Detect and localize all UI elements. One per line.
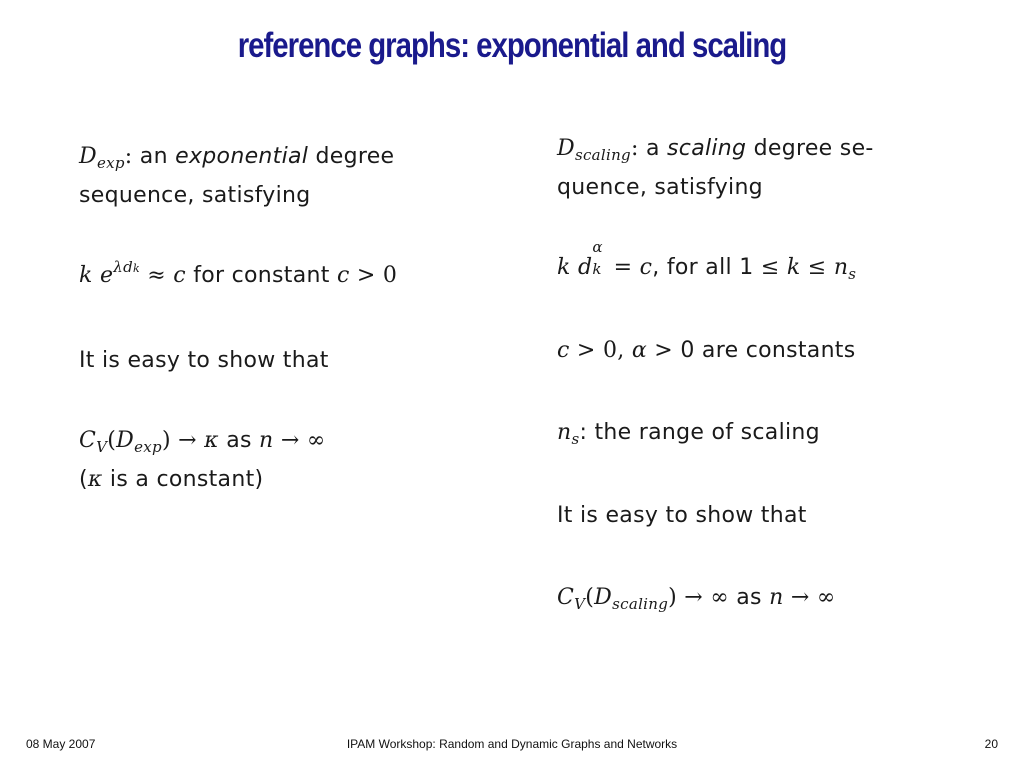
exponent-sub-k: k (132, 262, 140, 275)
arrow: ) → (161, 428, 205, 453)
math-sub-s: s (848, 265, 857, 283)
math-sup-alpha: α (592, 238, 603, 256)
math-sub-exp: exp (134, 438, 162, 456)
math-c: c (639, 255, 653, 280)
math-d: d (577, 255, 593, 280)
right-column (557, 130, 977, 618)
math-n: n (557, 420, 572, 445)
exp-easy-to-show: It is easy to show that (79, 348, 329, 373)
math-n: n (833, 255, 849, 280)
math-sub-V: V (574, 595, 586, 613)
text-for-all-1: , for all 1 (652, 255, 761, 280)
scaling-definition (557, 130, 977, 207)
text-range-of-scaling: : the range of scaling (579, 420, 820, 445)
math-C: C (79, 428, 97, 453)
text-quence-satisfying: quence, satisfying (557, 175, 763, 200)
math-c: c (173, 263, 186, 288)
arrow-infinity: ) → ∞ (668, 585, 729, 610)
text-as: as (728, 585, 770, 610)
math-kappa: κ (204, 428, 219, 453)
text-as: as (218, 428, 260, 453)
math-sub-scaling: scaling (612, 595, 669, 613)
math-sub-V: V (96, 438, 108, 456)
math-D: D (594, 585, 613, 610)
text-a: a (638, 136, 668, 161)
math-alpha: α (631, 338, 648, 363)
text-degree-sequence: degree sequence, satisfying (79, 144, 395, 208)
math-k: k (557, 255, 571, 280)
scaling-constants (557, 332, 977, 370)
scaling-range (557, 414, 977, 453)
math-D: D (79, 144, 97, 169)
footer-date: 08 May 2007 (26, 737, 96, 751)
exp-definition (79, 138, 509, 215)
equals-sign: = (606, 255, 640, 280)
text-exponential: exponential (175, 144, 309, 169)
math-n: n (769, 585, 784, 610)
exp-condition (79, 257, 509, 298)
text-an: an (132, 144, 176, 169)
math-c-2: c (336, 263, 350, 288)
paren-open: ( (585, 585, 595, 610)
text-scaling: scaling (667, 136, 747, 161)
math-gt-zero: > 0 (349, 263, 398, 288)
approx-sign: ≈ (139, 263, 174, 288)
le-sign-2: ≤ (800, 255, 834, 280)
arrow-infinity: → ∞ (273, 428, 326, 453)
math-D: D (557, 136, 575, 161)
text-degree-se: degree se- (746, 136, 874, 161)
math-sub-s: s (571, 430, 580, 448)
exponent-lambda-d: λd (113, 258, 133, 276)
math-k-2: k (786, 255, 801, 280)
math-n: n (259, 428, 274, 453)
math-sub-scaling: scaling (574, 146, 631, 164)
math-k: k (79, 263, 93, 288)
colon: : (630, 136, 639, 161)
math-sub-exp: exp (96, 154, 125, 172)
text-for-constant: for constant (185, 263, 337, 288)
math-c: c (557, 338, 570, 363)
math-C: C (557, 585, 575, 610)
math-exponent (113, 258, 140, 276)
left-column (79, 138, 509, 499)
math-D: D (116, 428, 135, 453)
text-are-constants: > 0 are constants (647, 338, 856, 363)
colon: : (124, 144, 133, 169)
scaling-easy-to-show: It is easy to show that (557, 503, 807, 528)
scaling-law (557, 238, 977, 288)
math-sub-k: k (592, 260, 602, 278)
page-number: 20 (984, 737, 998, 751)
arrow-infinity-2: → ∞ (783, 585, 836, 610)
scaling-result (557, 579, 977, 618)
slide-title: reference graphs: exponential and scaling (237, 26, 787, 65)
le-sign: ≤ (760, 255, 787, 280)
footer-event: IPAM Workshop: Random and Dynamic Graphs and Networks (346, 737, 678, 751)
text-gt-zero: > 0, (569, 338, 632, 363)
sub-sup-stack (592, 238, 606, 278)
paren-open: ( (107, 428, 117, 453)
paren-open: ( (79, 467, 88, 492)
math-e: e (99, 263, 114, 288)
exp-result (79, 422, 509, 499)
text-is-a-constant: is a constant) (102, 467, 264, 492)
math-kappa: κ (87, 467, 103, 492)
